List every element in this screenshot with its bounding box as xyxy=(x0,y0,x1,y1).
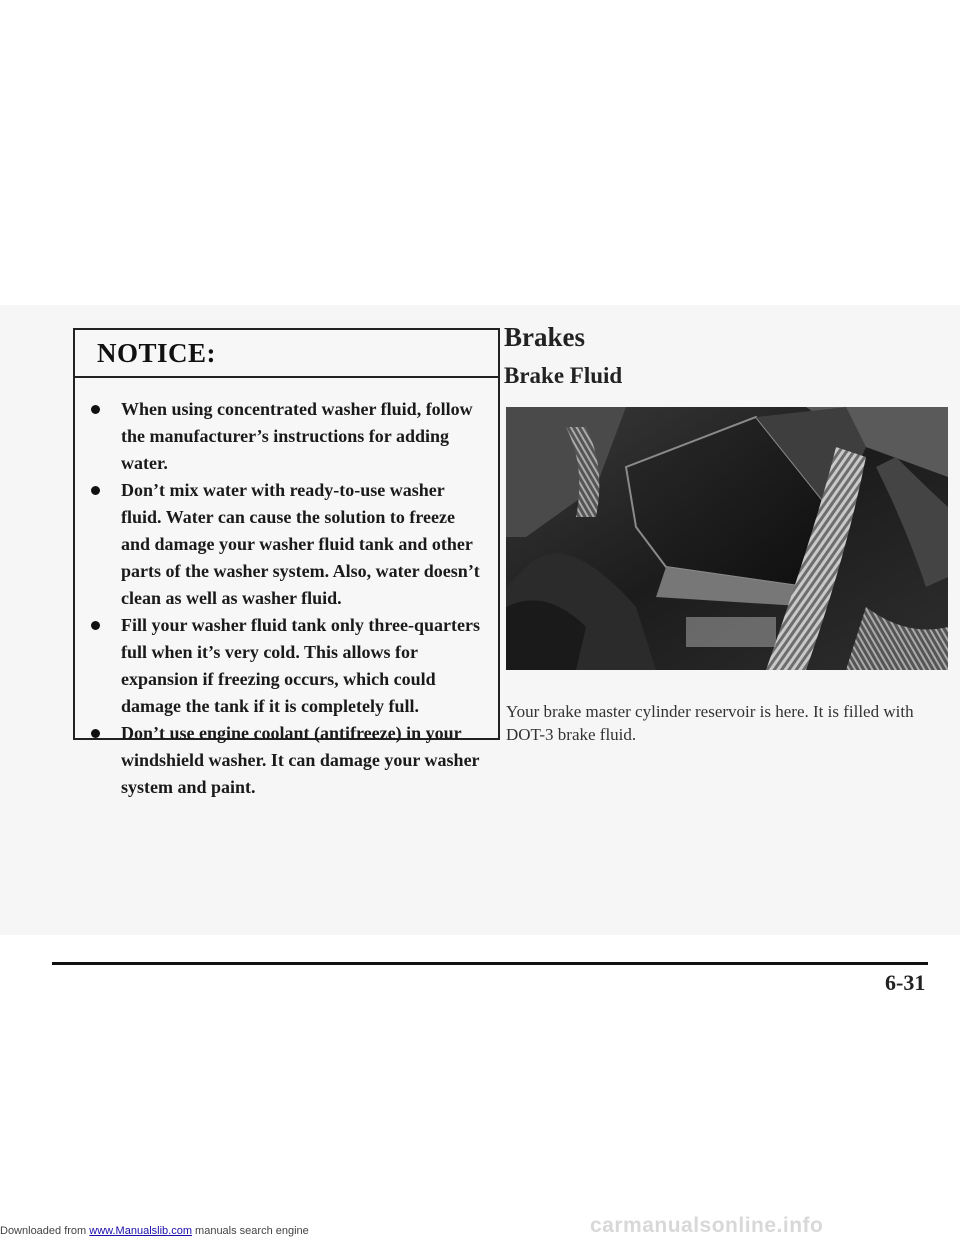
notice-list xyxy=(91,396,488,801)
section-title: Brakes xyxy=(504,322,585,352)
download-footer xyxy=(0,1225,309,1237)
bullet-icon xyxy=(91,729,100,738)
notice-item: Fill your washer fluid tank only three-quarters full when it’s very cold. This allows for expansion if freezing occurs, which could damage the tank if it is completely full. xyxy=(91,612,488,720)
section-subtitle: Brake Fluid xyxy=(504,363,623,388)
notice-item: Don’t mix water with ready-to-use washer fluid. Water can cause the solution to freeze and damage your washer fluid tank and other parts of the washer system. Also, water doesn’t clean as well as washer fluid. xyxy=(91,477,488,612)
page-number: 6-31 xyxy=(885,970,926,995)
bullet-icon xyxy=(91,486,100,495)
photo-caption: Your brake master cylinder reservoir is here. It is filled with DOT-3 brake fluid. xyxy=(506,702,914,744)
watermark: carmanualsonline.info xyxy=(590,1214,824,1237)
bullet-icon xyxy=(91,621,100,630)
footer-prefix: Downloaded from xyxy=(0,1225,90,1237)
notice-title: NOTICE: xyxy=(97,337,217,368)
notice-header xyxy=(75,330,498,378)
notice-item: Don’t use engine coolant (antifreeze) in your windshield washer. It can damage your washer system and paint. xyxy=(91,720,488,801)
notice-item: When using concentrated washer fluid, follow the manufacturer’s instructions for adding water. xyxy=(91,396,488,477)
bullet-icon xyxy=(91,405,100,414)
photo-illustration xyxy=(506,407,948,670)
brake-reservoir-photo xyxy=(506,407,948,670)
footer-rule xyxy=(52,962,928,965)
manualslib-link[interactable]: www.Manualslib.com xyxy=(89,1225,192,1237)
footer-suffix: manuals search engine xyxy=(191,1225,309,1237)
notice-box xyxy=(73,328,500,797)
